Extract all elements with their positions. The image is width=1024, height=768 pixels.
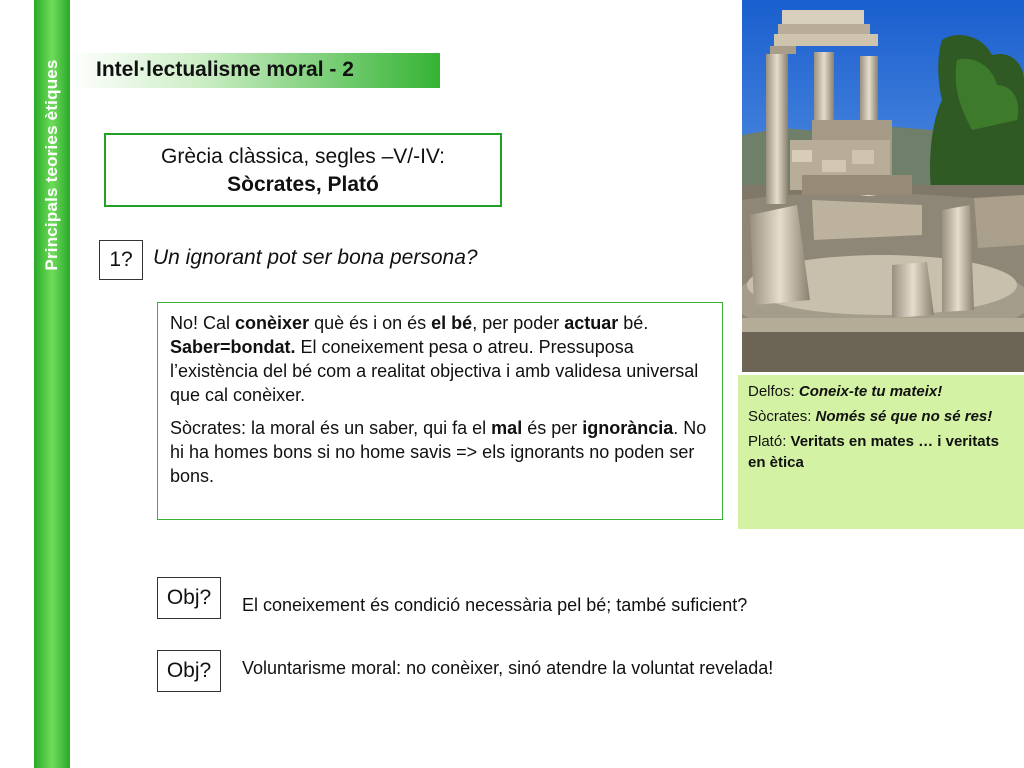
era-line-2: Sòcrates, Plató	[227, 173, 379, 196]
question-text: Un ignorant pot ser bona persona?	[153, 246, 478, 269]
objection-label-1: Obj?	[157, 577, 221, 619]
quote-text: Veritats en mates … i veritats en ètica	[748, 433, 999, 471]
answer-text: Sòcrates: la moral és un saber, qui fa el	[170, 418, 492, 438]
quote-plato	[748, 431, 1014, 473]
answer-paragraph-1	[170, 311, 708, 407]
quote-text: Coneix-te tu mateix!	[798, 383, 943, 400]
answer-text: El coneixement pesa o atreu. Pressuposa l’existència del bé com a realitat objectiva i amb validesa universal que cal conèixer.	[170, 337, 699, 405]
answer-text: . No hi ha homes bons si no home savis => els ignorants no poden ser bons.	[170, 418, 707, 486]
quote-speaker: Delfos:	[748, 383, 799, 400]
question-number: 1?	[99, 240, 143, 280]
objection-text-1: El coneixement és condició necessària pel bé; també suficient?	[242, 595, 748, 615]
answer-text: és per	[522, 418, 583, 438]
answer-text: No! Cal	[170, 313, 236, 333]
sidebar-label: Principals teories ètiques	[42, 59, 61, 271]
objection-text-2: Voluntarisme moral: no conèixer, sinó atendre la voluntat revelada!	[242, 658, 774, 678]
page-title: Intel·lectualisme moral - 2	[96, 58, 354, 81]
tholos-delphi-photo	[742, 0, 1024, 372]
answer-keyword: conèixer	[235, 313, 310, 333]
answer-text: què és i on és	[309, 313, 432, 333]
answer-text: , per poder	[472, 313, 565, 333]
answer-text: bé.	[618, 313, 649, 333]
answer-paragraph-2	[170, 416, 708, 488]
answer-keyword: ignorància	[582, 418, 674, 438]
answer-keyword: actuar	[564, 313, 619, 333]
quote-text: Només sé que no sé res!	[815, 408, 993, 425]
quote-delfos	[748, 381, 1014, 402]
era-line-1: Grècia clàssica, segles –V/-IV:	[161, 145, 445, 168]
answer-box	[157, 302, 723, 520]
objection-label-2: Obj?	[157, 650, 221, 692]
quotes-box	[738, 375, 1024, 529]
quote-speaker: Plató:	[748, 433, 791, 450]
quote-socrates	[748, 406, 1014, 427]
answer-keyword: mal	[491, 418, 523, 438]
answer-keyword: Saber=bondat.	[170, 337, 296, 357]
answer-keyword: el bé	[431, 313, 473, 333]
quote-speaker: Sòcrates:	[748, 408, 816, 425]
era-box	[104, 133, 502, 207]
